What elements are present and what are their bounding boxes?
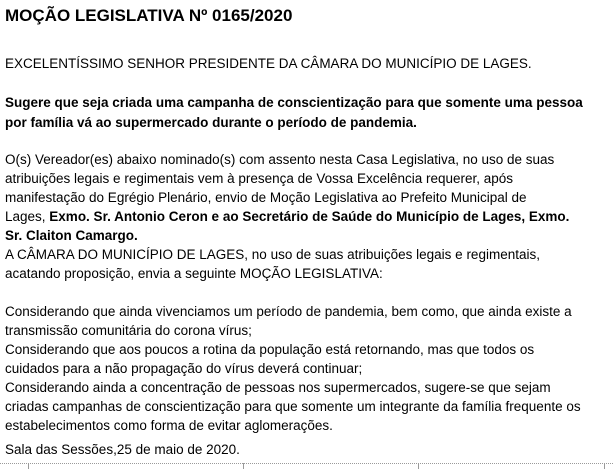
body-text (5, 150, 609, 435)
summary-line: por família vá ao supermercado durante o período de pandemia. (5, 115, 417, 130)
chamber-line: A CÂMARA DO MUNICÍPIO DE LAGES, no uso de suas atribuições legais e regimentais, (5, 247, 540, 262)
summary-line: Sugere que seja criada uma campanha de conscientização para que somente uma pessoa (5, 95, 583, 110)
ruler-tick (418, 463, 419, 469)
document-title: MOÇÃO LEGISLATIVA Nº 0165/2020 (5, 6, 293, 25)
intro-line: atribuições legais e regimentais vem à presença de Vossa Excelência requerer, após (5, 171, 514, 186)
consideration-line: transmissão comunitária do corona vírus; (5, 323, 252, 338)
consideration-line: Considerando que ainda vivenciamos um período de pandemia, bem como, que ainda existe a (5, 304, 572, 319)
consideration-line: Considerando ainda a concentração de pessoas nos supermercados, sugere-se que sejam (5, 380, 551, 395)
intro-line-bold: Sr. Claiton Camargo. (5, 228, 138, 243)
consideration-line: cuidados para a não propagação do vírus deverá continuar; (5, 361, 363, 376)
summary-paragraph (5, 93, 609, 133)
chamber-line: acatando proposição, envia a seguinte MOÇÃO LEGISLATIVA: (5, 266, 383, 281)
ruler-tick (243, 463, 244, 469)
intro-line: O(s) Vereador(es) abaixo nominado(s) com assento nesta Casa Legislativa, no uso de suas (5, 152, 555, 167)
consideration-line: estabelecimentos como forma de evitar aglomerações. (5, 418, 333, 433)
page-bottom-rule (0, 463, 613, 464)
addressee-line: EXCELENTÍSSIMO SENHOR PRESIDENTE DA CÂMARA DO MUNICÍPIO DE LAGES. (5, 56, 532, 71)
intro-line-bold-part: Exmo. Sr. Antonio Ceron e ao Secretário de Saúde do Município de Lages, Exmo. (49, 209, 570, 224)
intro-line-mixed (5, 207, 609, 226)
consideration-line: Considerando que aos poucos a rotina da população está retornando, mas que todos os (5, 342, 535, 357)
ruler-tick (28, 463, 29, 469)
consideration-line: criadas campanhas de conscientização para que somente um integrante da família frequente os (5, 399, 581, 414)
intro-line-plain-part: Lages, (5, 209, 50, 224)
session-date: Sala das Sessões,25 de maio de 2020. (5, 442, 240, 457)
paragraph-gap (5, 283, 609, 302)
ruler-tick (604, 463, 605, 469)
intro-line: manifestação do Egrégio Plenário, envio de Moção Legislativa ao Prefeito Municipal de (5, 190, 527, 205)
